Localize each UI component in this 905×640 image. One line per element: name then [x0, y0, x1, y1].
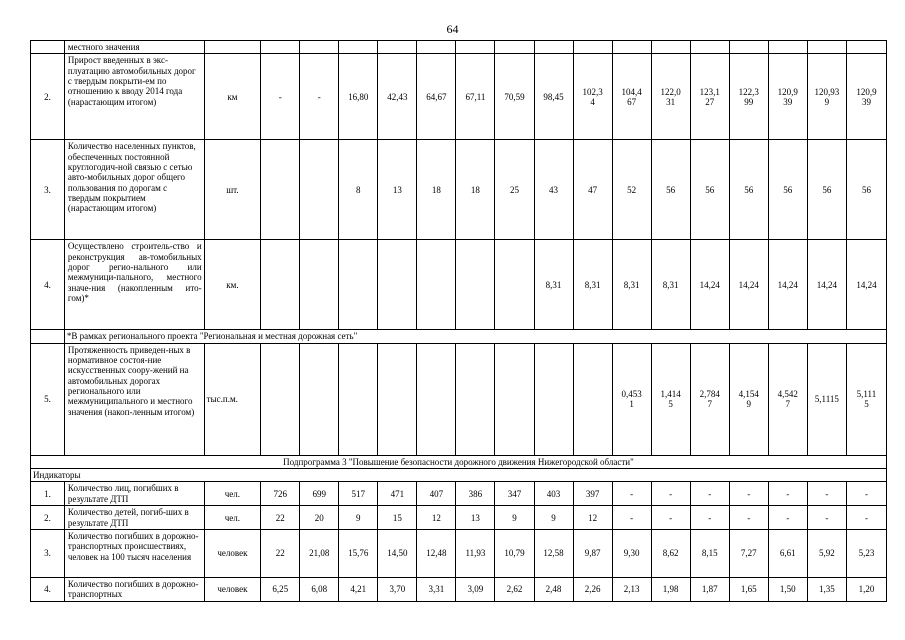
value-cell: -	[768, 482, 807, 506]
value-cell: 397	[573, 482, 612, 506]
value-cell: -	[729, 506, 768, 530]
value-cell: 70,59	[495, 54, 534, 140]
row-number-cell: 3.	[31, 530, 65, 578]
value-cell: 8,31	[612, 240, 651, 330]
value-cell: 18	[417, 140, 456, 240]
value-cell	[261, 240, 300, 330]
value-cell: 1,98	[651, 578, 690, 602]
row-number-cell: 4.	[31, 240, 65, 330]
value-cell: 3,31	[417, 578, 456, 602]
table-row	[31, 41, 887, 54]
value-cell: 12	[573, 506, 612, 530]
value-cell	[378, 41, 417, 54]
indicator-name-cell: Количество населенных пунктов, обеспеченных постоянной круглогодич-ной связью с сетью авто-мобильных дорог общего пользования по дорогам с твердым покрытием (нарастающим итогом)	[64, 140, 204, 240]
unit-cell: человек	[204, 578, 261, 602]
value-cell: 14,24	[729, 240, 768, 330]
table-row	[31, 530, 887, 578]
unit-cell: чел.	[204, 506, 261, 530]
value-cell: 120,93 9	[807, 54, 846, 140]
value-cell: 5,1115	[807, 343, 846, 455]
value-cell: 18	[456, 140, 495, 240]
indicator-name-cell: Количество погибших в дорожно-транспортных	[64, 578, 204, 602]
value-cell: 407	[417, 482, 456, 506]
value-cell: 25	[495, 140, 534, 240]
value-cell: 726	[261, 482, 300, 506]
value-cell: -	[807, 506, 846, 530]
value-cell	[417, 343, 456, 455]
value-cell: 2,26	[573, 578, 612, 602]
unit-cell: км	[204, 54, 261, 140]
value-cell: 22	[261, 506, 300, 530]
value-cell	[495, 41, 534, 54]
value-cell	[378, 240, 417, 330]
value-cell: 2,13	[612, 578, 651, 602]
value-cell	[534, 41, 573, 54]
unit-cell: шт.	[204, 140, 261, 240]
value-cell: 47	[573, 140, 612, 240]
value-cell: 2,784 7	[690, 343, 729, 455]
value-cell: 56	[846, 140, 886, 240]
indicator-name-cell: Осуществлено строитель-ство и реконструкция ав-томобильных дорог регио-нального или межмуници-пального, местного значе-ния (накопленным ито-гом)*	[64, 240, 204, 330]
value-cell: 386	[456, 482, 495, 506]
value-cell: 14,24	[768, 240, 807, 330]
value-cell: 15	[378, 506, 417, 530]
table-row	[31, 343, 887, 455]
value-cell: 3,09	[456, 578, 495, 602]
unit-cell: чел.	[204, 482, 261, 506]
value-cell: 6,08	[300, 578, 339, 602]
value-cell: 7,27	[729, 530, 768, 578]
value-cell: 6,25	[261, 578, 300, 602]
table-row	[31, 240, 887, 330]
value-cell: -	[651, 506, 690, 530]
row-number-cell: 2.	[31, 506, 65, 530]
value-cell: 5,111 5	[846, 343, 886, 455]
indicator-name-cell: Прирост введенных в экс-плуатацию автомобильных дорог с твердым покрыти-ем по отношению к вводу 2014 года (нарастающим итогом)	[64, 54, 204, 140]
value-cell: 15,76	[339, 530, 378, 578]
value-cell: 9,30	[612, 530, 651, 578]
value-cell: -	[612, 482, 651, 506]
value-cell	[204, 41, 261, 54]
row-number-cell	[31, 330, 65, 343]
value-cell: -	[846, 506, 886, 530]
row-number-cell: 3.	[31, 140, 65, 240]
value-cell: 1,87	[690, 578, 729, 602]
value-cell: 43	[534, 140, 573, 240]
value-cell	[300, 41, 339, 54]
value-cell	[261, 343, 300, 455]
value-cell: 5,23	[846, 530, 886, 578]
value-cell	[300, 240, 339, 330]
value-cell: 120,9 39	[768, 54, 807, 140]
value-cell: 1,50	[768, 578, 807, 602]
value-cell: 8	[339, 140, 378, 240]
value-cell	[846, 41, 886, 54]
table-row	[31, 455, 887, 468]
value-cell: 4,21	[339, 578, 378, 602]
table-row	[31, 330, 887, 343]
value-cell: 517	[339, 482, 378, 506]
value-cell: -	[690, 506, 729, 530]
page-number: 64	[446, 22, 459, 36]
indicators-table	[30, 40, 887, 602]
value-cell	[417, 41, 456, 54]
indicator-name-cell: Протяженность приведен-ных в нормативное состоя-ние искусственных соору-жений на автомобильных дорогах регионального или межмуниципального и местного значения (накоп-ленным итогом)	[64, 343, 204, 455]
value-cell: 8,31	[534, 240, 573, 330]
table-row	[31, 54, 887, 140]
value-cell: -	[261, 54, 300, 140]
value-cell: 0,453 1	[612, 343, 651, 455]
value-cell	[729, 41, 768, 54]
row-number-cell: 5.	[31, 343, 65, 455]
value-cell: 3,70	[378, 578, 417, 602]
value-cell: 11,93	[456, 530, 495, 578]
value-cell: 4,154 9	[729, 343, 768, 455]
indicator-name-cell: местного значения	[64, 41, 204, 54]
value-cell: 56	[729, 140, 768, 240]
value-cell	[573, 41, 612, 54]
value-cell: 5,92	[807, 530, 846, 578]
value-cell: 22	[261, 530, 300, 578]
value-cell	[456, 343, 495, 455]
value-cell: 102,3 4	[573, 54, 612, 140]
value-cell: -	[651, 482, 690, 506]
value-cell: 9,87	[573, 530, 612, 578]
value-cell: 9	[534, 506, 573, 530]
value-cell	[339, 240, 378, 330]
value-cell	[690, 41, 729, 54]
value-cell: 56	[690, 140, 729, 240]
value-cell: 471	[378, 482, 417, 506]
value-cell: 4,542 7	[768, 343, 807, 455]
value-cell: 1,414 5	[651, 343, 690, 455]
value-cell	[339, 343, 378, 455]
value-cell	[300, 343, 339, 455]
row-number-cell	[31, 41, 65, 54]
value-cell: 1,65	[729, 578, 768, 602]
value-cell: -	[300, 54, 339, 140]
indicator-name-cell: Количество погибших в дорожно-транспортных происшествиях, человек на 100 тысяч населения	[64, 530, 204, 578]
value-cell: 104,4 67	[612, 54, 651, 140]
value-cell: 14,24	[846, 240, 886, 330]
value-cell	[261, 41, 300, 54]
table-row	[31, 482, 887, 506]
value-cell: 56	[768, 140, 807, 240]
row-number-cell: 1.	[31, 482, 65, 506]
value-cell: -	[612, 506, 651, 530]
value-cell	[573, 343, 612, 455]
value-cell: 12,48	[417, 530, 456, 578]
value-cell	[378, 343, 417, 455]
value-cell: -	[846, 482, 886, 506]
value-cell: 1,35	[807, 578, 846, 602]
value-cell	[495, 240, 534, 330]
unit-cell: тыс.п.м.	[204, 343, 261, 455]
indicator-name-cell: Количество детей, погиб-ших в результате ДТП	[64, 506, 204, 530]
value-cell: 67,11	[456, 54, 495, 140]
sub3-cell: Подпрограмма 3 "Повышение безопасности дорожного движения Нижегородской области"	[31, 455, 887, 468]
value-cell: 403	[534, 482, 573, 506]
value-cell: 9	[495, 506, 534, 530]
value-cell: -	[807, 482, 846, 506]
value-cell: -	[729, 482, 768, 506]
value-cell: 12	[417, 506, 456, 530]
value-cell: 699	[300, 482, 339, 506]
value-cell: 8,62	[651, 530, 690, 578]
value-cell: 122,3 99	[729, 54, 768, 140]
row-number-cell: 4.	[31, 578, 65, 602]
value-cell: 2,48	[534, 578, 573, 602]
value-cell: 98,45	[534, 54, 573, 140]
value-cell: 10,79	[495, 530, 534, 578]
value-cell: -	[768, 506, 807, 530]
value-cell	[495, 343, 534, 455]
value-cell: 123,1 27	[690, 54, 729, 140]
row-number-cell: 2.	[31, 54, 65, 140]
value-cell	[339, 41, 378, 54]
value-cell: 14,24	[690, 240, 729, 330]
table-row	[31, 506, 887, 530]
value-cell: 2,62	[495, 578, 534, 602]
value-cell	[807, 41, 846, 54]
value-cell: 9	[339, 506, 378, 530]
value-cell: 347	[495, 482, 534, 506]
value-cell: 52	[612, 140, 651, 240]
value-cell: 1,20	[846, 578, 886, 602]
value-cell: 42,43	[378, 54, 417, 140]
value-cell: 21,08	[300, 530, 339, 578]
table-row	[31, 578, 887, 602]
value-cell	[456, 41, 495, 54]
value-cell: 56	[807, 140, 846, 240]
value-cell	[456, 240, 495, 330]
value-cell: 8,31	[651, 240, 690, 330]
unit-cell: человек	[204, 530, 261, 578]
value-cell	[261, 140, 300, 240]
ind-cell: Индикаторы	[31, 469, 887, 482]
value-cell: 122,0 31	[651, 54, 690, 140]
value-cell: 12,58	[534, 530, 573, 578]
value-cell: 8,15	[690, 530, 729, 578]
value-cell: 14,24	[807, 240, 846, 330]
value-cell: 8,31	[573, 240, 612, 330]
value-cell	[612, 41, 651, 54]
value-cell: 6,61	[768, 530, 807, 578]
value-cell: 56	[651, 140, 690, 240]
table-row	[31, 140, 887, 240]
value-cell: -	[690, 482, 729, 506]
value-cell: 64,67	[417, 54, 456, 140]
value-cell: 120,9 39	[846, 54, 886, 140]
value-cell: 20	[300, 506, 339, 530]
indicator-name-cell: Количество лиц, погибших в результате ДТП	[64, 482, 204, 506]
value-cell	[300, 140, 339, 240]
value-cell: 14,50	[378, 530, 417, 578]
note-cell: *В рамках регионального проекта "Региональная и местная дорожная сеть"	[64, 330, 886, 343]
value-cell	[417, 240, 456, 330]
value-cell	[534, 343, 573, 455]
value-cell	[768, 41, 807, 54]
value-cell: 13	[456, 506, 495, 530]
value-cell: 16,80	[339, 54, 378, 140]
value-cell: 13	[378, 140, 417, 240]
table-row	[31, 469, 887, 482]
unit-cell: км.	[204, 240, 261, 330]
value-cell	[651, 41, 690, 54]
